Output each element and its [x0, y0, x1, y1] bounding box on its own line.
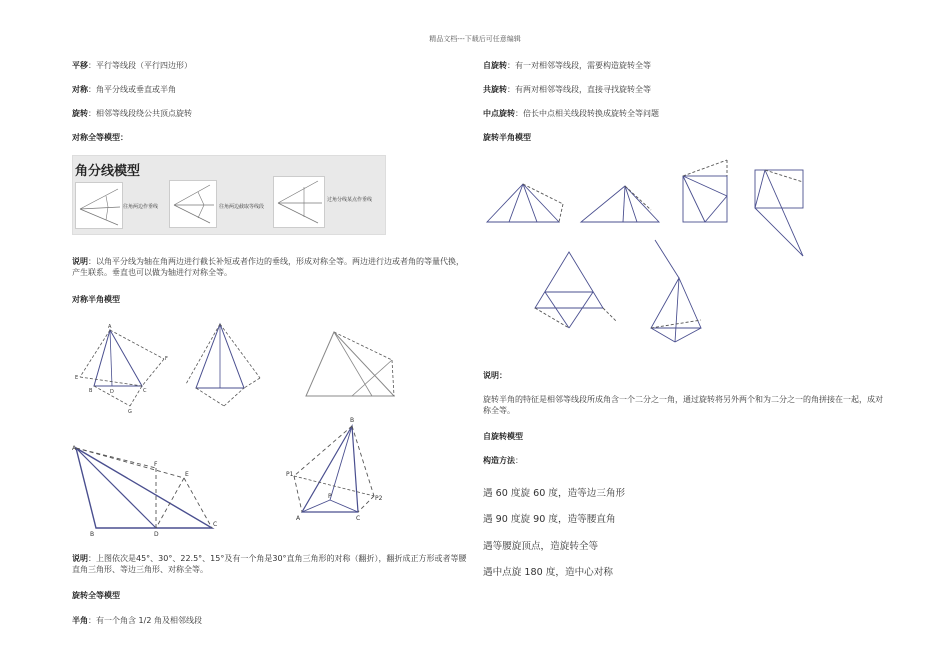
svg-text:B: B [89, 388, 93, 394]
svg-text:P1: P1 [286, 471, 294, 478]
figure-half-angle-5 [286, 417, 383, 522]
bisector-figure-2 [169, 180, 217, 228]
self-rot-heading: 自旋转模型 [483, 432, 523, 441]
svg-text:A: A [108, 324, 112, 330]
svg-text:A: A [296, 515, 301, 522]
bisector-label-2: 往角两边截取等线段 [219, 204, 265, 210]
svg-text:C: C [143, 388, 147, 394]
svg-text:C: C [356, 515, 361, 522]
panel-title: 角分线模型 [75, 164, 141, 179]
bisector-figure-1 [75, 182, 123, 229]
svg-text:E: E [185, 471, 189, 478]
svg-text:C: C [213, 521, 218, 528]
svg-text:E: E [75, 375, 79, 381]
method-4: 遇中点旋 180 度，造中心对称 [483, 567, 613, 578]
rot-note-text: 旋转半角的特征是相邻等线段所成角含一个二分之一角，通过旋转将另外两个和为二分之一的角拼接在一起，成对称全等。 [483, 395, 883, 415]
note-1: 说明：以角平分线为轴在角两边进行截长补短或者作边的垂线，形成对称全等。两边进行边或者角的等量代换，产生联系。垂直也可以做为轴进行对称全等。 [72, 257, 464, 277]
half-angle-figures [72, 316, 417, 541]
method-heading: 构造方法： [483, 456, 523, 465]
note-2: 说明：上图依次是45°、30°、22.5°、15°及有一个角是30°直角三角形的对称（翻折），翻折成正方形或者等腰直角三角形、等边三角形、对称全等。 [72, 554, 467, 574]
method-3: 遇等腰旋顶点，造旋转全等 [483, 541, 599, 552]
half-angle-heading: 对称半角模型 [72, 295, 120, 304]
svg-text:B: B [90, 531, 95, 538]
angle-bisector-panel [72, 155, 386, 235]
rotation-heading: 旋转全等模型 [72, 591, 120, 600]
half-item: 半角：有一个角含 1/2 角及相邻线段 [72, 616, 202, 625]
svg-text:A: A [72, 445, 77, 452]
svg-text:P2: P2 [375, 495, 383, 502]
rot-note-label: 说明： [483, 371, 507, 380]
svg-text:D: D [154, 531, 159, 538]
figure-half-angle-2 [186, 324, 260, 406]
svg-text:D: D [110, 389, 114, 395]
figure-half-angle-4 [72, 445, 217, 538]
rotation-half-angle-figures [483, 152, 823, 352]
item-self-rotation: 自旋转：有一对相邻等线段，需要构造旋转全等 [483, 61, 651, 70]
svg-text:P: P [328, 493, 332, 500]
item-midpoint-rotation: 中点旋转：倍长中点相关线段转换成旋转全等问题 [483, 109, 659, 118]
bisector-label-1: 往角两边作垂线 [123, 204, 159, 210]
method-2: 遇 90 度旋 90 度，造等腰直角 [483, 514, 616, 525]
item-rotation: 旋转：相邻等线段绕公共顶点旋转 [72, 109, 192, 118]
svg-text:F: F [165, 356, 168, 362]
item-symmetry: 对称：角平分线或垂直或半角 [72, 85, 176, 94]
page-header: 精品文档---下载后可任意编辑 [429, 35, 521, 43]
item-translation: 平移：平行等线段（平行四边形） [72, 61, 192, 70]
svg-text:B: B [350, 417, 355, 424]
svg-text:G: G [128, 409, 132, 415]
figure-half-angle-3 [306, 332, 394, 396]
svg-text:F: F [154, 461, 158, 468]
bisector-figure-3 [273, 176, 325, 228]
rot-half-heading: 旋转半角模型 [483, 133, 531, 142]
method-1: 遇 60 度旋 60 度，造等边三角形 [483, 488, 626, 499]
bisector-label-3: 过角分线某点作垂线 [327, 197, 373, 203]
figure-half-angle-1 [75, 324, 168, 415]
symmetric-heading: 对称全等模型： [72, 133, 128, 142]
item-co-rotation: 共旋转：有两对相邻等线段，直接寻找旋转全等 [483, 85, 651, 94]
